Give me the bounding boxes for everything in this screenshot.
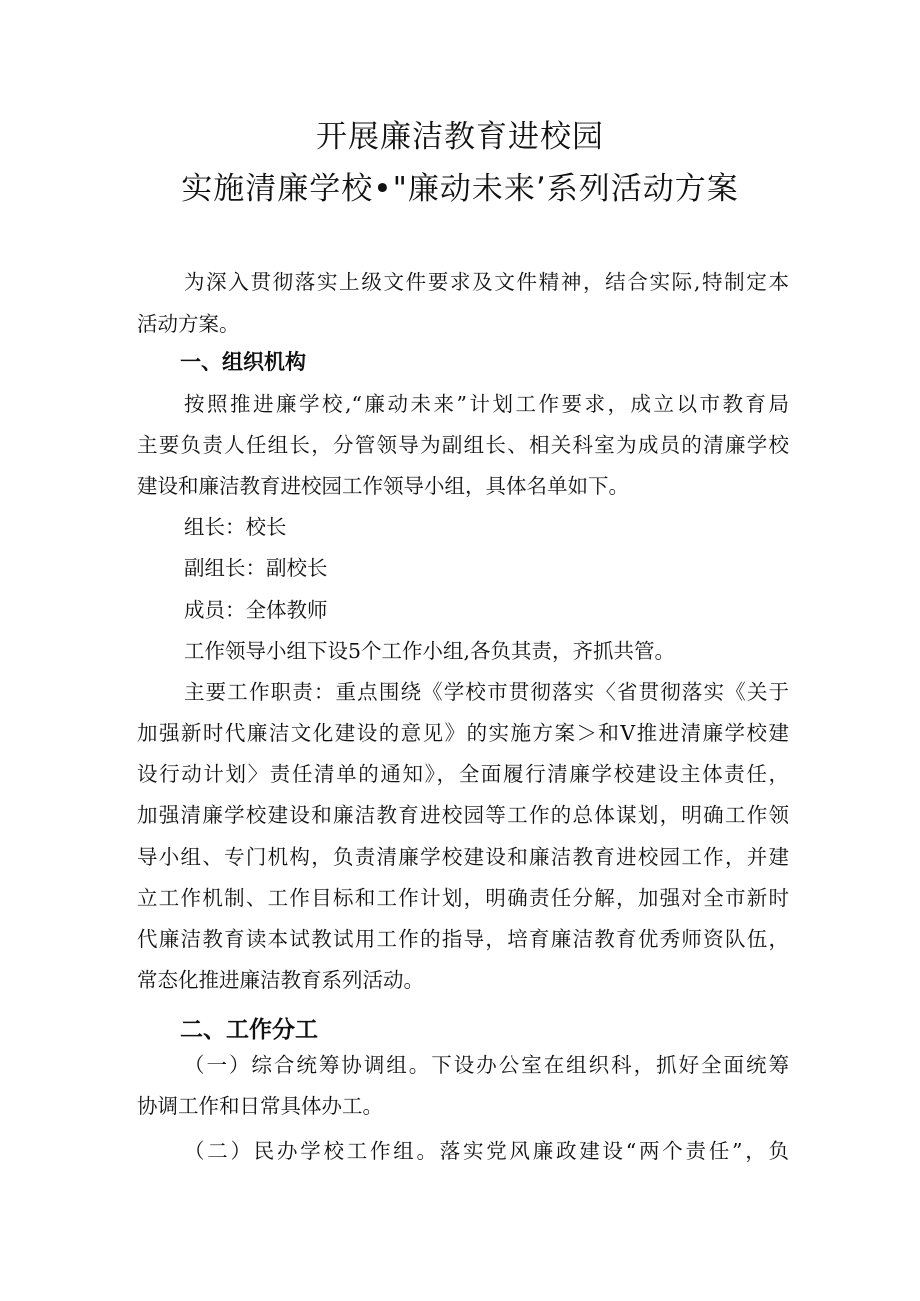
duties-line-4: 加强清廉学校建设和廉洁教育进校园等工作的总体谋划，明确工作领 — [137, 803, 789, 827]
intro-line-2: 活动方案。 — [137, 312, 240, 336]
group-leader: 组长：校长 — [184, 515, 287, 539]
section-1-para-line-2: 主要负责人任组长，分管领导为副组长、相关科室为成员的清廉学校 — [137, 433, 789, 457]
document-title-line-1: 开展廉洁教育进校园 — [316, 119, 604, 155]
group-deputy: 副组长：副校长 — [184, 556, 328, 580]
item-2-line-1: （二）民办学校工作组。落实党风廉政建设“两个责任”，负 — [184, 1139, 789, 1163]
item-1-line-2: 协调工作和日常具体办工。 — [137, 1094, 383, 1118]
duties-line-3: 设行动计划〉责任清单的通知》，全面履行清廉学校建设主体责任， — [137, 762, 789, 786]
section-1-para-line-3: 建设和廉洁教育进校园工作领导小组，具体名单如下。 — [137, 474, 629, 498]
duties-line-5: 导小组、专门机构，负责清廉学校建设和廉洁教育进校园工作，并建 — [137, 845, 789, 869]
section-1-heading: 一、组织机构 — [180, 350, 306, 374]
section-1-para-line-1: 按照推进廉学校,“廉动未来”计划工作要求，成立以市教育局 — [184, 392, 789, 416]
duties-line-8: 常态化推进廉洁教育系列活动。 — [137, 968, 424, 992]
item-1-line-1: （一）综合统筹协调组。下设办公室在组织科，抓好全面统筹 — [184, 1053, 789, 1077]
duties-line-1: 主要工作职责：重点围绕《学校市贯彻落实〈省贯彻落实《关于 — [184, 680, 789, 704]
intro-line-1: 为深入贯彻落实上级文件要求及文件精神，结合实际,特制定本 — [184, 270, 789, 294]
duties-line-6: 立工作机制、工作目标和工作计划，明确责任分解，加强对全市新时 — [137, 886, 789, 910]
group-members: 成员：全体教师 — [184, 598, 328, 622]
work-groups: 工作领导小组下设5个工作小组,各负其责，齐抓共管。 — [184, 639, 676, 663]
duties-line-7: 代廉洁教育读本试教试用工作的指导，培育廉洁教育优秀师资队伍， — [137, 927, 789, 951]
duties-line-2: 加强新时代廉洁文化建设的意见》的实施方案＞和V推进清廉学校建 — [137, 721, 789, 745]
section-2-heading: 二、工作分工 — [180, 1017, 318, 1043]
document-title-line-2: 实施清廉学校•"廉动未来’系列活动方案 — [181, 171, 739, 207]
